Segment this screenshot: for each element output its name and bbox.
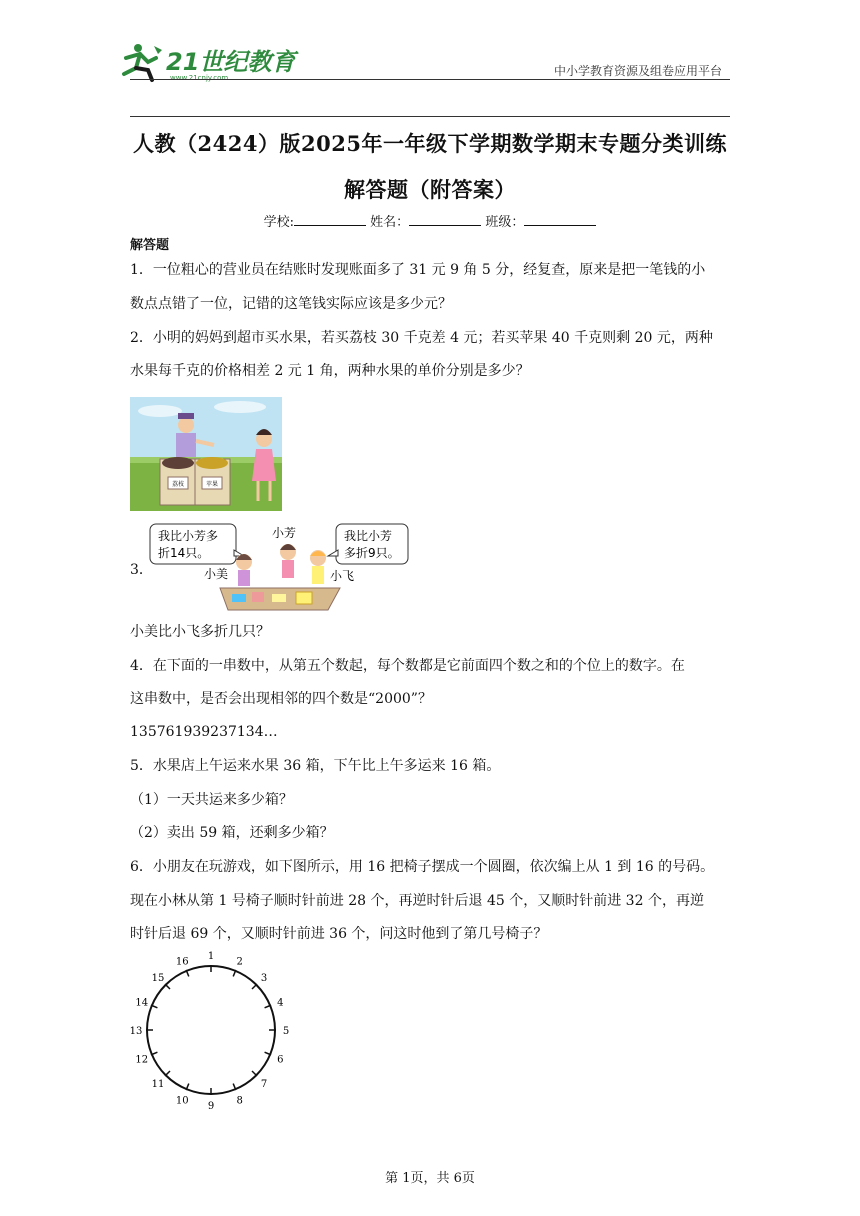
q5-sub2: （2）卖出 59 箱，还剩多少箱？ <box>130 825 334 841</box>
q1-line1: 1．一位粗心的营业员在结账时发现账面多了 31 元 9 角 5 分，经复查，原来是把一笔钱的小 <box>130 262 706 278</box>
bubble-right-line2: 多折9只。 <box>344 546 400 560</box>
chair-tick <box>252 1071 257 1076</box>
chair-number: 10 <box>175 1095 189 1107</box>
q1-line2: 数点点错了一位，记错的这笔钱实际应该是多少元？ <box>130 296 452 312</box>
chair-tick <box>165 984 170 989</box>
logo-url: www.21cnjy.com <box>170 74 229 82</box>
q2-line2: 水果每千克的价格相差 2 元 1 角，两种水果的单价分别是多少？ <box>130 363 530 379</box>
page-footer: 第 1页，共 6页 <box>385 1171 475 1186</box>
q3-number: 3． <box>130 562 153 578</box>
school-label: 学校: <box>263 215 295 230</box>
platform-name: 中小学教育资源及组卷应用平台 <box>553 64 722 78</box>
chair-number: 13 <box>129 1026 143 1037</box>
q2-line1: 2．小明的妈妈到超市买水果，若买荔枝 30 千克差 4 元；若买苹果 40 千克则剩 20 元，两种 <box>130 330 713 346</box>
chair-number: 16 <box>175 956 189 968</box>
header-divider <box>130 79 730 80</box>
page-title: 人教（2424）版2025年一年级下学期数学期末专题分类训练 <box>133 131 727 156</box>
title-divider <box>130 116 730 117</box>
label-xiaomei: 小美 <box>204 567 229 581</box>
bubble-left-line1: 我比小芳多 <box>158 529 219 543</box>
chair-number: 6 <box>277 1054 284 1066</box>
logo-text: 21世纪教育 <box>166 48 296 76</box>
chair-number: 12 <box>135 1054 149 1066</box>
q4-sequence: 135761939237134… <box>130 724 278 740</box>
fruit-stall-illustration <box>130 397 282 511</box>
class-field[interactable] <box>524 213 596 226</box>
name-field[interactable] <box>409 213 481 226</box>
chair-circle-diagram <box>126 950 296 1112</box>
chair-number: 15 <box>151 972 165 984</box>
q5-line1: 5．水果店上午运来水果 36 箱，下午比上午多运来 16 箱。 <box>130 758 501 774</box>
q6-line3: 时针后退 69 个，又顺时针前进 36 个，问这时他到了第几号椅子？ <box>130 926 548 942</box>
section-heading: 解答题 <box>130 238 170 253</box>
q6-line2: 现在小林从第 1 号椅子顺时针前进 28 个，再逆时针后退 45 个，又顺时针前进 32 个，再逆 <box>130 893 704 909</box>
chair-number: 9 <box>207 1101 215 1112</box>
q4-line2: 这串数中，是否会出现相邻的四个数是“2000”？ <box>130 691 432 707</box>
chair-number: 3 <box>260 972 268 984</box>
paper-folding-illustration <box>148 520 410 612</box>
chair-number: 2 <box>236 956 243 968</box>
chair-number: 11 <box>151 1079 165 1091</box>
site-logo <box>118 40 296 82</box>
runner-icon <box>124 44 162 80</box>
chair-number: 8 <box>236 1095 243 1107</box>
lychee-sign: 荔枝 <box>171 481 185 488</box>
q5-sub1: （1）一天共运来多少箱？ <box>130 792 293 808</box>
label-xiaofei: 小飞 <box>330 569 355 583</box>
q3-question: 小美比小飞多折几只？ <box>130 624 270 640</box>
chair-tick <box>252 984 257 989</box>
chair-number: 4 <box>277 997 284 1009</box>
chair-tick <box>165 1071 170 1076</box>
chair-number: 1 <box>207 951 215 962</box>
q6-line1: 6．小朋友在玩游戏，如下图所示，用 16 把椅子摆成一个圆圈，依次编上从 1 到 16 的号码。 <box>130 859 715 875</box>
q4-line1: 4．在下面的一串数中，从第五个数起，每个数都是它前面四个数之和的个位上的数字。在 <box>130 658 685 674</box>
page-subtitle: 解答题（附答案） <box>344 177 516 202</box>
bubble-right-line1: 我比小芳 <box>344 529 393 543</box>
label-xiaofang: 小芳 <box>272 526 297 540</box>
class-label: 班级： <box>485 215 525 230</box>
bubble-left-line2: 折14只。 <box>158 546 210 560</box>
name-label: 姓名： <box>370 215 410 230</box>
school-field[interactable] <box>294 213 366 226</box>
student-info <box>0 211 860 230</box>
apple-sign: 苹果 <box>205 481 219 488</box>
chair-number: 14 <box>135 997 149 1009</box>
chair-number: 7 <box>260 1079 268 1091</box>
chair-number: 5 <box>282 1026 290 1037</box>
